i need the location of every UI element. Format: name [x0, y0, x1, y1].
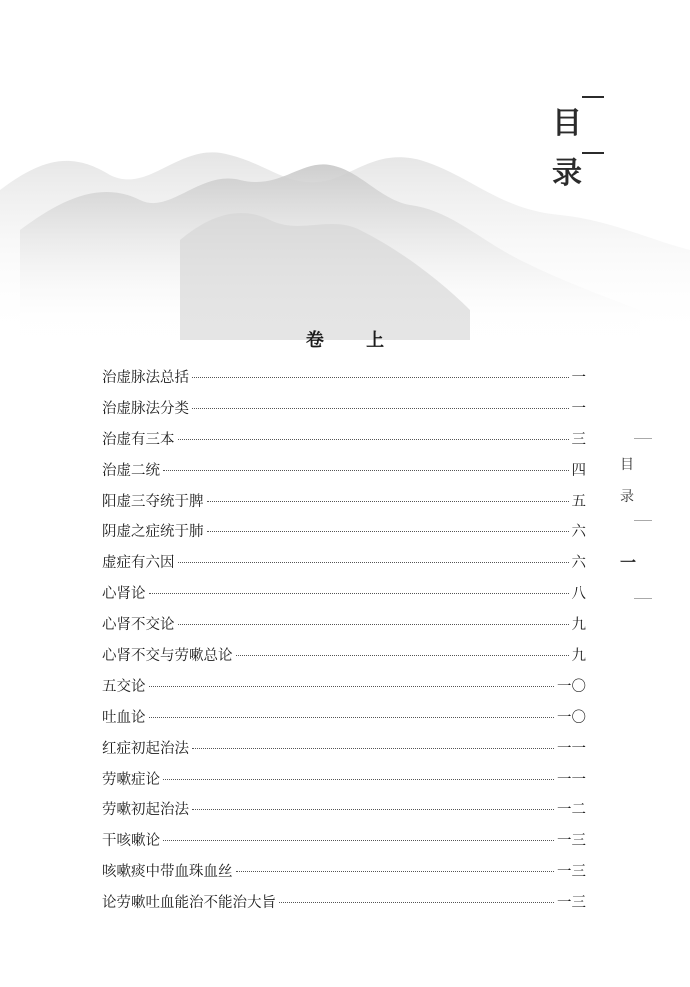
dot-leader: [163, 779, 554, 780]
dot-leader: [149, 717, 555, 718]
volume-heading: 卷 上: [305, 330, 403, 351]
dot-leader: [192, 748, 554, 749]
toc-entry-title: 虚症有六因: [102, 555, 175, 572]
toc-entry[interactable]: [102, 860, 586, 891]
dot-leader: [192, 809, 554, 810]
toc-entry-page: 一一: [557, 740, 586, 757]
toc-entry-page: 六: [571, 524, 586, 541]
dot-leader: [207, 531, 569, 532]
title-char-mu: 目: [552, 106, 582, 141]
dot-leader: [192, 408, 569, 409]
toc-entry[interactable]: [102, 737, 586, 768]
toc-entry-title: 五交论: [102, 678, 146, 695]
toc-entry-title: 心肾论: [102, 586, 146, 603]
toc-entry-title: 治虚有三本: [102, 431, 175, 448]
toc-entry[interactable]: [102, 675, 586, 706]
dot-leader: [149, 593, 569, 594]
toc-entry-page: 一三: [557, 895, 586, 912]
dot-leader: [192, 377, 569, 378]
contents-title: [548, 92, 608, 202]
toc-entry-page: 六: [571, 555, 586, 572]
toc-entry-title: 心肾不交与劳嗽总论: [102, 648, 233, 665]
toc-entry[interactable]: [102, 613, 586, 644]
toc-entry-title: 治虚脉法总括: [102, 370, 189, 386]
toc-entry-title: 劳嗽初起治法: [102, 802, 189, 819]
toc-entry-title: 阳虚三夺统于脾: [102, 493, 204, 510]
toc-entry-title: 红症初起治法: [102, 740, 189, 757]
side-rule-top: [634, 438, 652, 439]
toc-entry[interactable]: [102, 582, 586, 613]
title-char-lu: 录: [552, 156, 582, 191]
dot-leader: [178, 624, 569, 625]
toc-entry-page: 一三: [557, 864, 586, 881]
toc-entry-title: 心肾不交论: [102, 617, 175, 634]
toc-entry-title: 干咳嗽论: [102, 833, 160, 850]
dot-leader: [236, 871, 555, 872]
toc-entry[interactable]: [102, 428, 586, 459]
toc-entry[interactable]: [102, 798, 586, 829]
toc-entry-title: 治虚脉法分类: [102, 400, 189, 417]
toc-entry-page: 一〇: [557, 709, 586, 726]
side-rule-bottom: [634, 598, 652, 599]
toc-entry[interactable]: [102, 397, 586, 428]
toc-entry[interactable]: [102, 644, 586, 675]
toc-entry-title: 咳嗽痰中带血珠血丝: [102, 864, 233, 881]
toc-entry-page: 一: [571, 370, 586, 386]
toc-entry-page: 四: [571, 462, 586, 479]
title-rule-top: [582, 96, 604, 98]
toc-entry-title: 论劳嗽吐血能治不能治大旨: [102, 895, 276, 912]
dot-leader: [163, 470, 569, 471]
toc-entry[interactable]: [102, 768, 586, 799]
toc-entry-page: 九: [571, 648, 586, 665]
toc-entry-page: 五: [571, 493, 586, 510]
toc-entry-title: 治虚二统: [102, 462, 160, 479]
table-of-contents: [102, 366, 586, 922]
dot-leader: [178, 562, 569, 563]
side-char-lu: 录: [620, 489, 634, 505]
toc-entry-page: 一一: [557, 771, 586, 788]
title-rule-middle: [582, 152, 604, 154]
toc-entry-page: 一〇: [557, 678, 586, 695]
toc-entry-title: 吐血论: [102, 709, 146, 726]
dot-leader: [163, 840, 554, 841]
toc-entry[interactable]: [102, 706, 586, 737]
side-rule-middle: [634, 520, 652, 521]
dot-leader: [149, 686, 555, 687]
toc-entry-title: 阴虚之症统于肺: [102, 524, 204, 541]
toc-entry[interactable]: [102, 829, 586, 860]
toc-entry-page: 一: [571, 400, 586, 417]
dot-leader: [279, 902, 554, 903]
toc-entry-page: 三: [571, 431, 586, 448]
side-running-header: [610, 430, 670, 620]
toc-entry-page: 一三: [557, 833, 586, 850]
toc-entry-page: 一二: [557, 802, 586, 819]
toc-entry[interactable]: [102, 520, 586, 551]
dot-leader: [207, 501, 569, 502]
toc-entry[interactable]: [102, 366, 586, 397]
toc-entry[interactable]: [102, 551, 586, 582]
toc-entry-page: 八: [571, 586, 586, 603]
toc-entry[interactable]: [102, 891, 586, 922]
page-number: 一: [620, 553, 637, 572]
dot-leader: [178, 439, 569, 440]
toc-entry-page: 九: [571, 617, 586, 634]
toc-entry[interactable]: [102, 490, 586, 521]
toc-entry-title: 劳嗽症论: [102, 771, 160, 788]
side-char-mu: 目: [620, 457, 634, 473]
dot-leader: [236, 655, 569, 656]
toc-entry[interactable]: [102, 459, 586, 490]
